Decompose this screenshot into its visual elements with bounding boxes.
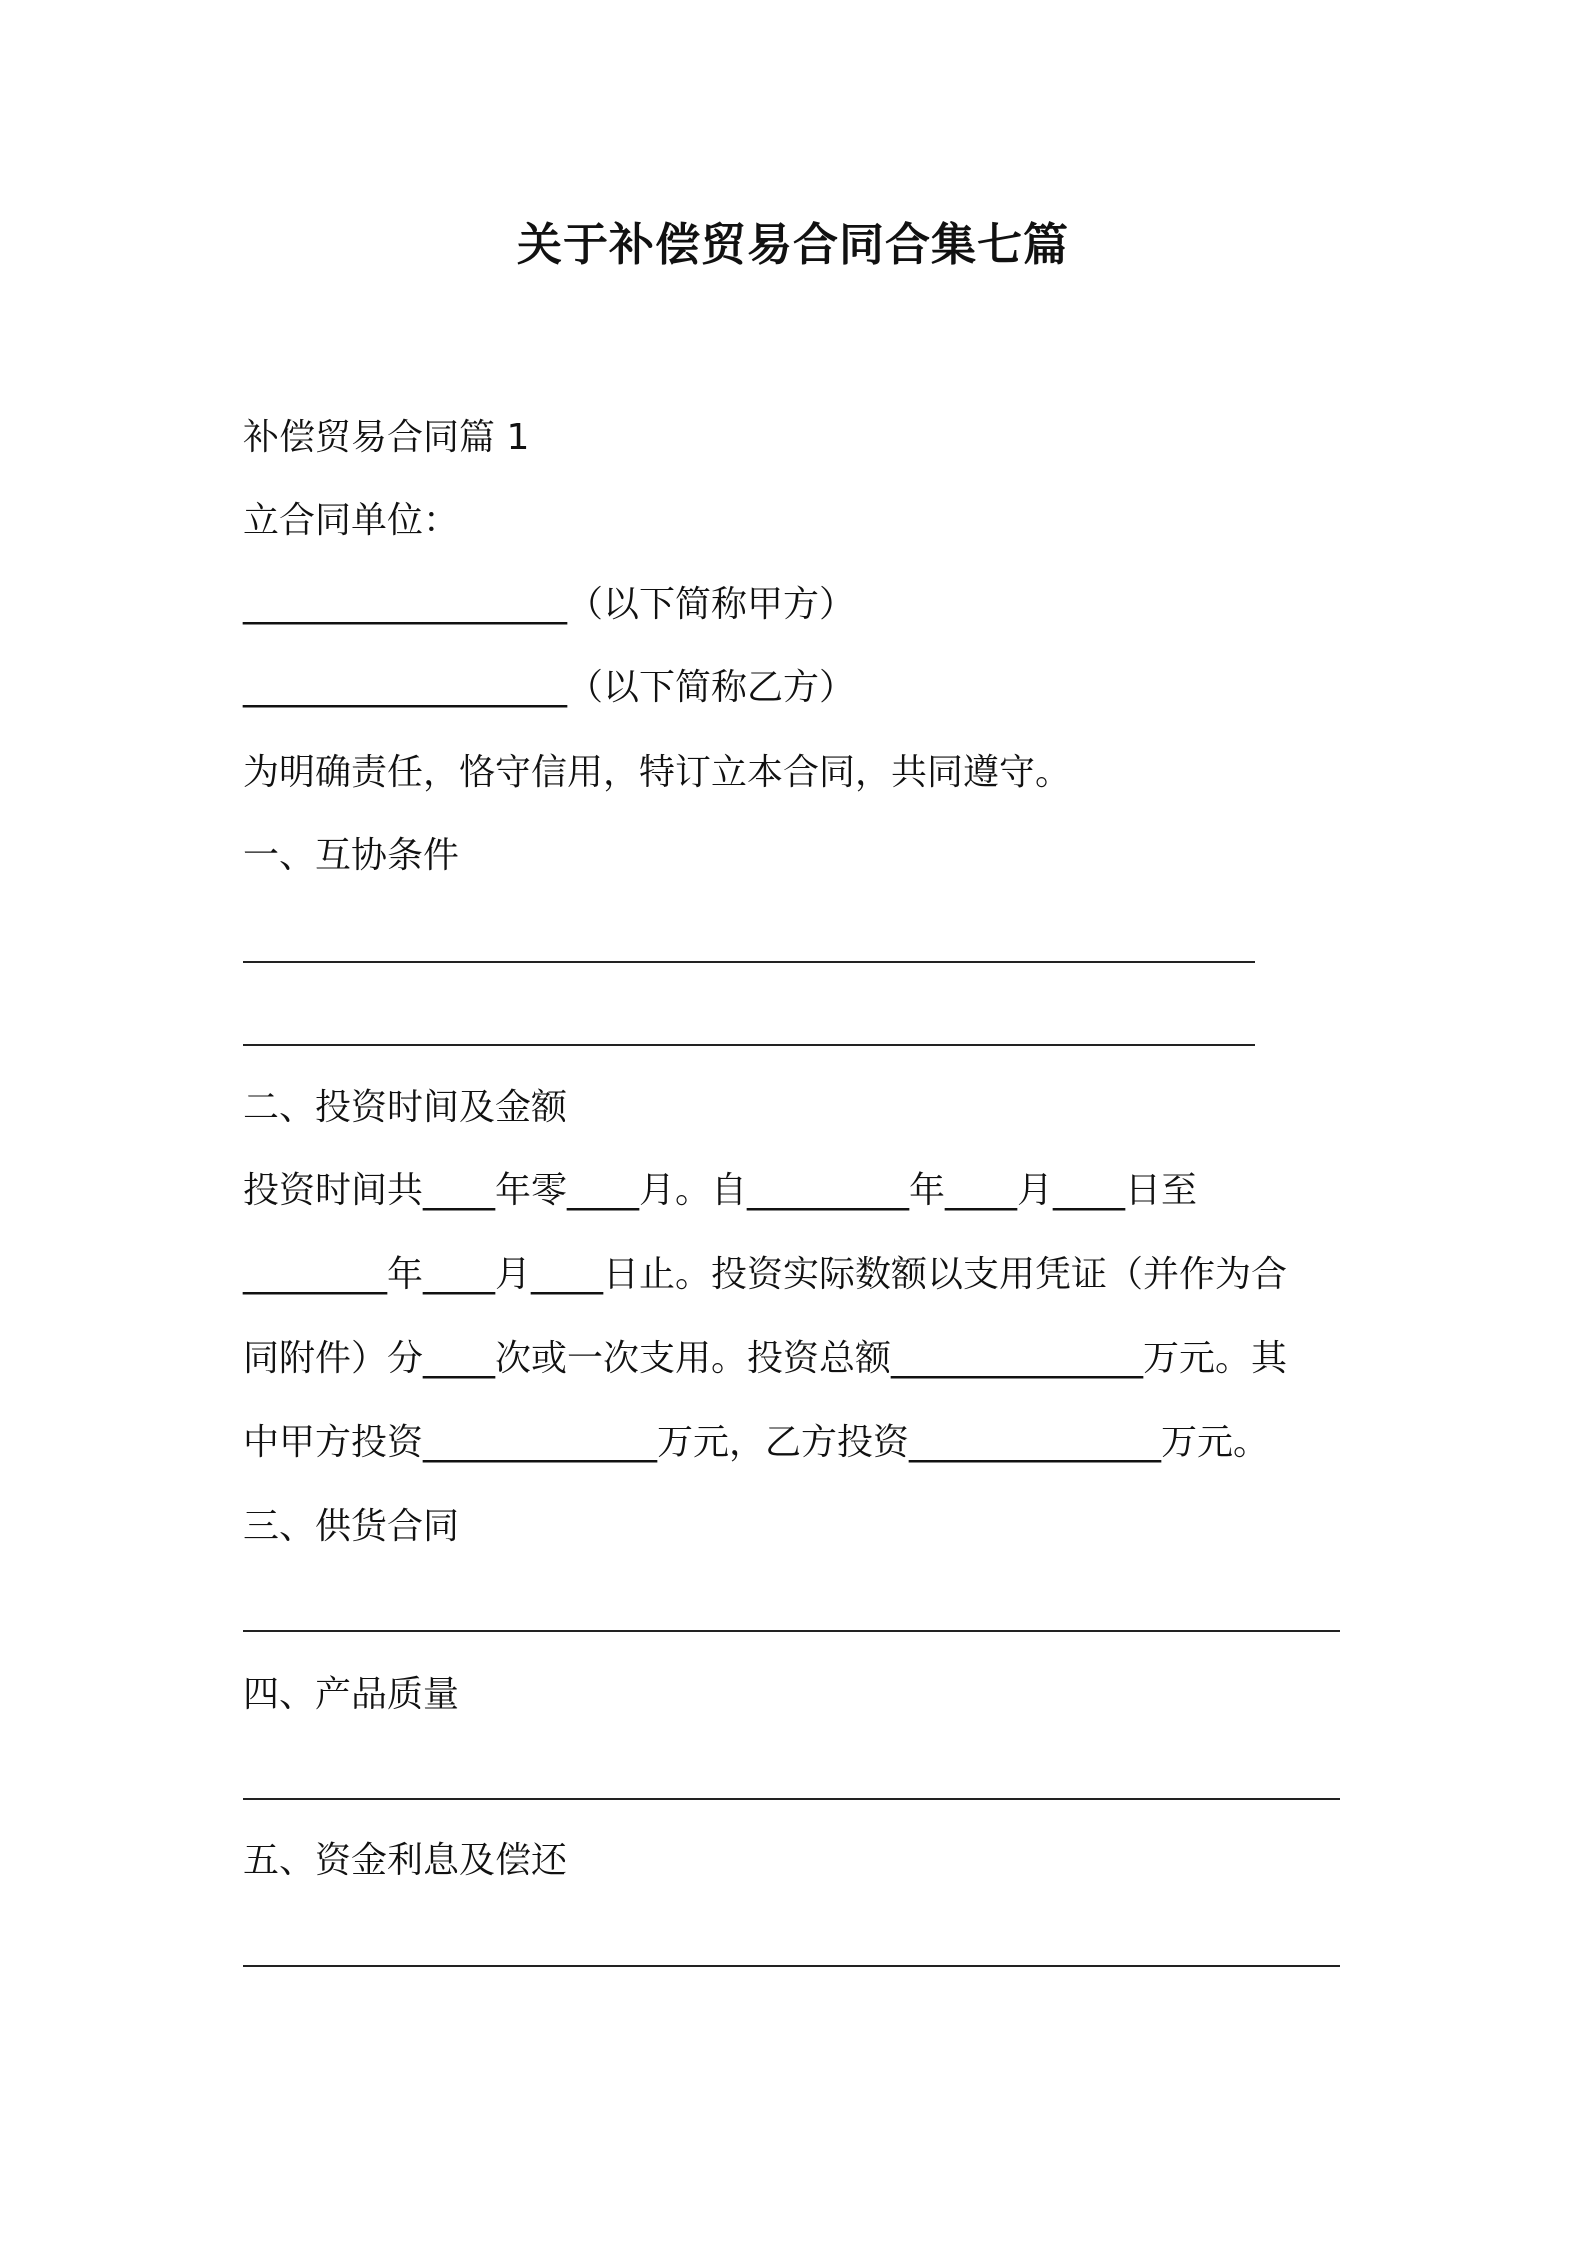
preamble-text: 为明确责任，恪守信用，特订立本合同，共同遵守。 <box>243 752 1072 793</box>
body-text-line: 投资时间共____年零____月。自_________年____月____日至 <box>243 1170 1198 1211</box>
party-b-line: __________________（以下简称乙方） <box>243 667 856 708</box>
blank-fill-line <box>243 961 1255 963</box>
body-text-line: ________年____月____日止。投资实际数额以支用凭证（并作为合 <box>243 1254 1288 1295</box>
contract-parties-label: 立合同单位： <box>243 500 460 541</box>
body-text-line: 中甲方投资_____________万元，乙方投资______________万元。 <box>243 1422 1270 1463</box>
clause-heading-2: 二、投资时间及金额 <box>243 1087 568 1128</box>
clause-heading-3: 三、供货合同 <box>243 1506 460 1547</box>
blank-fill-line <box>243 1044 1255 1046</box>
clause-heading-1: 一、互协条件 <box>243 835 460 876</box>
blank-fill-line <box>243 1630 1340 1632</box>
clause-heading-5: 五、资金利息及偿还 <box>243 1840 568 1881</box>
section-heading-contract-1: 补偿贸易合同篇 1 <box>243 417 530 458</box>
party-a-line: __________________（以下简称甲方） <box>243 584 856 625</box>
document-title: 关于补偿贸易合同合集七篇 <box>516 218 1069 271</box>
body-text-line: 同附件）分____次或一次支用。投资总额______________万元。其 <box>243 1338 1288 1379</box>
blank-fill-line <box>243 1965 1340 1967</box>
clause-heading-4: 四、产品质量 <box>243 1674 460 1715</box>
blank-fill-line <box>243 1798 1340 1800</box>
